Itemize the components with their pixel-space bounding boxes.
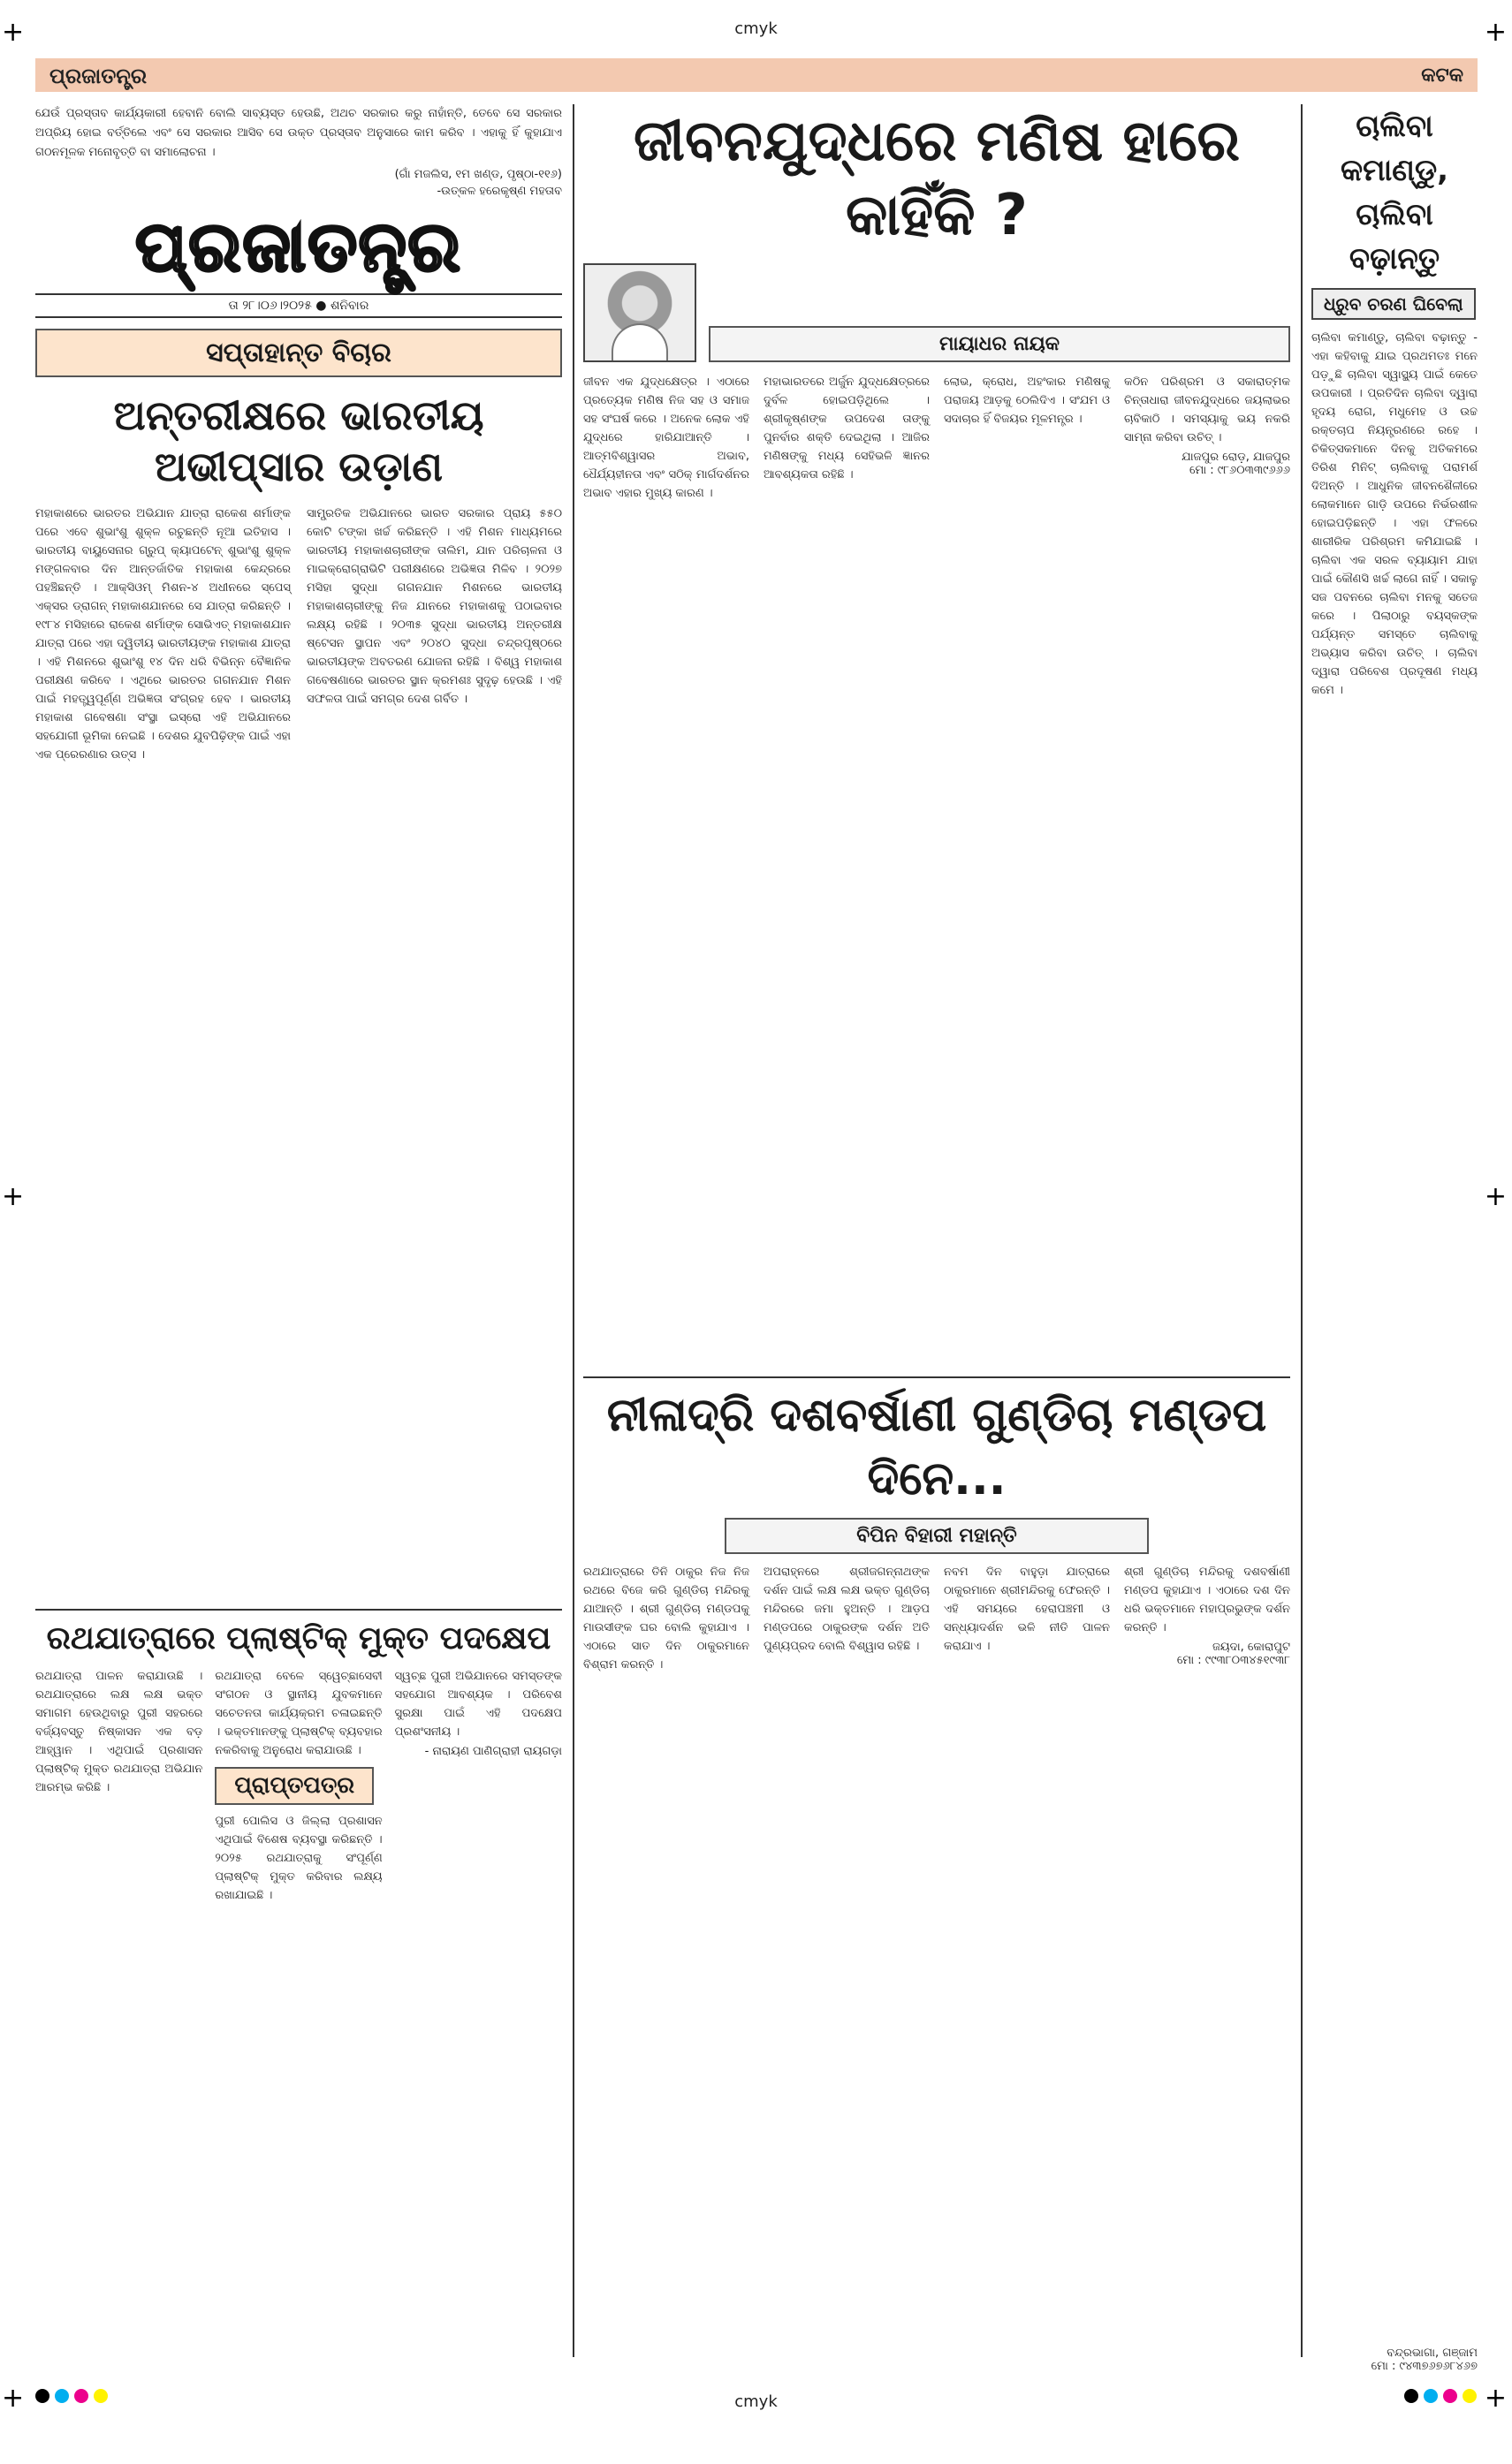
prapta-text: ପୁରୀ ପୋଲିସ ଓ ଜିଲ୍ଲା ପ୍ରଶାସନ ଏଥିପାଇଁ ବିଶେଷ ବ୍ୟବସ୍ଥା କରିଛନ୍ତି । ୨୦୨୫ ରଥଯାତ୍ରାକୁ ସଂପୂର୍ଣ୍ଣ ପ୍ଲାଷ୍ଟିକ୍ ମୁକ୍ତ କରିବାର ଲକ୍ଷ୍ୟ ରଖାଯାଇଛି । [215, 1815, 383, 1902]
center-bottom-col-4: ଶ୍ରୀ ଗୁଣ୍ଡିଚା ମନ୍ଦିରକୁ ଦଶବର୍ଷାଣୀ ମଣ୍ଡପ କୁହାଯାଏ । ଏଠାରେ ଦଶ ଦିନ ଧରି ଭକ୍ତମାନେ ମହାପ୍ରଭୁଙ୍କ ଦର୍ଶନ କରନ୍ତି । [1124, 1566, 1290, 1634]
editorial-column-1: ମହାକାଶରେ ଭାରତର ଅଭିଯାନ ଯାତ୍ରା ରାକେଶ ଶର୍ମାଙ୍କ ପରେ ଏବେ ଶୁଭାଂଶୁ ଶୁକ୍ଳ ରଚୁଛନ୍ତି ନୂଆ ଇତିହାସ । ଭାରତୀୟ ବାୟୁସେନାର ଗ୍ରୁପ୍ କ୍ୟାପଟେନ୍ ଶୁଭାଂଶୁ ଶୁକ୍ଳ ମଙ୍ଗଳବାର ଦିନ ଆନ୍ତର୍ଜାତିକ ମହାକାଶ କେନ୍ଦ୍ରରେ ପହଞ୍ଚିଛନ୍ତି । ଆକ୍ସିଓମ୍ ମିଶନ-୪ ଅଧୀନରେ ସ୍ପେସ୍ ଏକ୍ସର ଡ୍ରାଗନ୍ ମହାକାଶଯାନରେ ସେ ଯାତ୍ରା କରିଛନ୍ତି । ୧୯୮୪ ମସିହାରେ ରାକେଶ ଶର୍ମାଙ୍କ ସୋଭିଏତ୍ ମହାକାଶଯାନ ଯାତ୍ରା ପରେ ଏହା ଦ୍ୱିତୀୟ ଭାରତୀୟଙ୍କ ମହାକାଶ ଯାତ୍ରା । ଏହି ମିଶନରେ ଶୁଭାଂଶୁ ୧୪ ଦିନ ଧରି ବିଭିନ୍ନ ବୈଜ୍ଞାନିକ ପରୀକ୍ଷଣ କରିବେ । ଏଥିରେ ଭାରତର ଗଗନଯାନ ମିଶନ ପାଇଁ ମହତ୍ତ୍ୱପୂର୍ଣ୍ଣ ଅଭିଜ୍ଞତା ସଂଗ୍ରହ ହେବ । ଭାରତୀୟ ମହାକାଶ ଗବେଷଣା ସଂସ୍ଥା ଇସ୍ରୋ ଏହି ଅଭିଯାନରେ ସହଯୋଗୀ ଭୂମିକା ନେଇଛି । ଦେଶର ଯୁବପିଢ଼ିଙ୍କ ପାଇଁ ଏହା ଏକ ପ୍ରେରଣାର ଉତ୍ସ । [35, 507, 291, 762]
color-swatch [1443, 2389, 1457, 2403]
color-bar-right [1404, 2389, 1477, 2403]
color-swatch [55, 2389, 69, 2403]
right-byline: ଧ୍ରୁବ ଚରଣ ଘିବେଲା [1311, 288, 1476, 320]
rath-column-3: ସ୍ୱଚ୍ଛ ପୁରୀ ଅଭିଯାନରେ ସମସ୍ତଙ୍କ ସହଯୋଗ ଆବଶ୍ୟକ । ପରିବେଶ ସୁରକ୍ଷା ପାଇଁ ଏହି ପଦକ୍ଷେପ ପ୍ରଶଂସନୀୟ । [394, 1670, 562, 1739]
center-top-signoff: ଯାଜପୁର ରୋଡ଼, ଯାଜପୁର [1181, 451, 1290, 464]
registration-mark-top-right: + [1484, 17, 1507, 48]
date-line: ତା ୨୮।୦୬।୨୦୨୫ ● ଶନିବାର [35, 293, 562, 318]
center-top-phone: ମୋ : ୯୮୬୦୩୩୯୬୬୬ [1189, 464, 1290, 477]
registration-mark-top-left: + [2, 17, 25, 48]
color-swatch [1463, 2389, 1477, 2403]
prapta-label: ପ୍ରାପ୍ତପତ୍ର [215, 1767, 374, 1805]
rath-body [35, 1667, 562, 1905]
divider-left [573, 104, 574, 2357]
rath-article [35, 1609, 562, 1905]
rath-column-1: ରଥଯାତ୍ରା ପାଳନ କରାଯାଉଛି । ରଥଯାତ୍ରାରେ ଲକ୍ଷ ଲକ୍ଷ ଭକ୍ତ ସମାଗମ ହେଉଥିବାରୁ ପୁରୀ ସହରରେ ବର୍ଜ୍ୟବସ୍ତୁ ନିଷ୍କାସନ ଏକ ବଡ଼ ଆହ୍ୱାନ । ଏଥିପାଇଁ ପ୍ରଶାସନ ପ୍ଲାଷ୍ଟିକ୍ ମୁକ୍ତ ରଥଯାତ୍ରା ଅଭିଯାନ ଆରମ୍ଭ କରିଛି । [35, 1670, 203, 1794]
center-top-col-4: କଠିନ ପରିଶ୍ରମ ଓ ସକାରାତ୍ମକ ଚିନ୍ତାଧାରା ଜୀବନଯୁଦ୍ଧରେ ଜୟଲାଭର ଚାବିକାଠି । ସମସ୍ୟାକୁ ଭୟ ନକରି ସାମ୍ନା କରିବା ଉଚିତ୍ । [1124, 375, 1290, 444]
right-body: ଚାଲିବା କମାଣ୍ଡୁ, ଚାଲିବା ବଢ଼ାନ୍ତୁ - ଏହା କହିବାକୁ ଯାଇ ପ୍ରଥମତଃ ମନେ ପଡ଼ୁଛି ଚାଲିବା ସ୍ୱାସ୍ଥ୍ୟ ପାଇଁ କେତେ ଉପକାରୀ । ପ୍ରତିଦିନ ଚାଲିବା ଦ୍ୱାରା ହୃଦୟ ରୋଗ, ମଧୁମେହ ଓ ଉଚ୍ଚ ରକ୍ତଚାପ ନିୟନ୍ତ୍ରଣରେ ରହେ । ଚିକିତ୍ସକମାନେ ଦିନକୁ ଅତିକମରେ ତିରିଶ ମିନିଟ୍ ଚାଲିବାକୁ ପରାମର୍ଶ ଦିଅନ୍ତି । ଆଧୁନିକ ଜୀବନଶୈଳୀରେ ଲୋକମାନେ ଗାଡ଼ି ଉପରେ ନିର୍ଭରଶୀଳ ହୋଇପଡ଼ିଛନ୍ତି । ଏହା ଫଳରେ ଶାରୀରିକ ପରିଶ୍ରମ କମିଯାଇଛି । ଚାଲିବା ଏକ ସରଳ ବ୍ୟାୟାମ ଯାହା ପାଇଁ କୌଣସି ଖର୍ଚ୍ଚ ଲାଗେ ନାହିଁ । ସକାଳୁ ସଜ ପବନରେ ଚାଲିବା ମନକୁ ସତେଜ କରେ । ପିଲାଠାରୁ ବୟସ୍କଙ୍କ ପର୍ଯ୍ୟନ୍ତ ସମସ୍ତେ ଚାଲିବାକୁ ଅଭ୍ୟାସ କରିବା ଉଚିତ୍ । ଚାଲିବା ଦ୍ୱାରା ପରିବେଶ ପ୍ରଦୂଷଣ ମଧ୍ୟ କମେ । [1311, 331, 1478, 697]
page-header-band [35, 58, 1478, 92]
center-top-byline: ମାୟାଧର ନାୟକ [709, 326, 1290, 362]
header-city: କଟକ [1421, 64, 1463, 87]
header-brand: ପ୍ରଜାତନ୍ତ୍ର [49, 62, 148, 88]
editorial-headline: ଅନ୍ତରୀକ୍ଷରେ ଭାରତୀୟ ଅଭୀପ୍ସାର ଉଡ଼ାଣ [113, 391, 484, 490]
center-bottom-col-3: ନବମ ଦିନ ବାହୁଡ଼ା ଯାତ୍ରାରେ ଠାକୁରମାନେ ଶ୍ରୀମନ୍ଦିରକୁ ଫେରନ୍ତି । ଏହି ସମୟରେ ହେରାପଞ୍ଚମୀ ଓ ସନ୍ଧ୍ୟାଦର୍ଶନ ଭଳି ନୀତି ପାଳନ କରାଯାଏ । [944, 1566, 1110, 1653]
masthead-logo: ପ୍ରଜାତନ୍ତ୍ର [135, 207, 462, 287]
center-bottom-signoff: ଜୟଦା, କୋରାପୁଟ [1212, 1641, 1290, 1654]
center-bottom-article [583, 1376, 1290, 2464]
right-signoff: ବନ୍ଦ୍ରଭାଗା, ଗଞ୍ଜାମ [1387, 2346, 1478, 2360]
editorial-column-2: ସାମ୍ପ୍ରତିକ ଅଭିଯାନରେ ଭାରତ ସରକାର ପ୍ରାୟ ୫୫୦ କୋଟି ଟଙ୍କା ଖର୍ଚ୍ଚ କରିଛନ୍ତି । ଏହି ମିଶନ ମାଧ୍ୟମରେ ଭାରତୀୟ ମହାକାଶଚାରୀଙ୍କ ତାଲିମ, ଯାନ ପରିଚାଳନା ଓ ମାଇକ୍ରୋଗ୍ରାଭିଟି ପରୀକ୍ଷଣରେ ଅଭିଜ୍ଞତା ମିଳିବ । ୨୦୨୭ ମସିହା ସୁଦ୍ଧା ଗଗନଯାନ ମିଶନରେ ଭାରତୀୟ ମହାକାଶଚାରୀଙ୍କୁ ନିଜ ଯାନରେ ମହାକାଶକୁ ପଠାଇବାର ଲକ୍ଷ୍ୟ ରହିଛି । ୨୦୩୫ ସୁଦ୍ଧା ଭାରତୀୟ ଅନ୍ତରୀକ୍ଷ ଷ୍ଟେସନ ସ୍ଥାପନ ଏବଂ ୨୦୪୦ ସୁଦ୍ଧା ଚନ୍ଦ୍ରପୃଷ୍ଠରେ ଭାରତୀୟଙ୍କ ଅବତରଣ ଯୋଜନା ରହିଛି । ବିଶ୍ୱ ମହାକାଶ ଗବେଷଣାରେ ଭାରତର ସ୍ଥାନ କ୍ରମଶଃ ସୁଦୃଢ଼ ହେଉଛି । ଏହି ସଫଳତା ପାଇଁ ସମଗ୍ର ଦେଶ ଗର୍ବିତ । [307, 507, 562, 706]
right-phone: ମୋ : ୯୪୩୭୬୭୬୮୪୬୭ [1371, 2360, 1478, 2373]
color-swatch [35, 2389, 49, 2403]
registration-mark-right-mid: + [1484, 1181, 1507, 1212]
center-top-col-2: ମହାଭାରତରେ ଅର୍ଜୁନ ଯୁଦ୍ଧକ୍ଷେତ୍ରରେ ଦୁର୍ବଳ ହୋଇପଡ଼ିଥିଲେ । ଶ୍ରୀକୃଷ୍ଣଙ୍କ ଉପଦେଶ ତାଙ୍କୁ ପୁନର୍ବାର ଶକ୍ତି ଦେଇଥିଲା । ଆଜିର ମଣିଷଙ୍କୁ ମଧ୍ୟ ସେହିଭଳି ଜ୍ଞାନର ଆବଶ୍ୟକତା ରହିଛି । [764, 375, 930, 481]
registration-mark-bottom-right: + [1484, 2383, 1507, 2414]
divider-right [1301, 104, 1303, 2357]
center-bottom-phone: ମୋ : ୯୯୩୮୦୩୪୫୧୯୩୮ [1176, 1654, 1290, 1667]
quote-text: ଯେଉଁ ପ୍ରସ୍ତାବ କାର୍ଯ୍ୟକାରୀ ହେବାନି ବୋଲି ସାବ୍ୟସ୍ତ ହେଉଛି, ଅଥଚ ସରକାର କରୁ ନାହାଁନ୍ତି, ତେବେ ସେ ସରକାର ଅପ୍ରିୟ ହୋଇ ବର୍ତ୍ତିଲେ ଏବଂ ସେ ସରକାର ଆସିବ ସେ ଉକ୍ତ ପ୍ରସ୍ତାବ ଅନୁସାରେ କାମ କରିବ । ଏହାକୁ ହିଁ କୁହାଯାଏ ଗଠନମୂଳକ ମନୋବୃତ୍ତି ବା ସମାଲୋଚନା । [35, 107, 562, 159]
color-swatch [74, 2389, 88, 2403]
rath-headline: ରଥଯାତ୍ରାରେ ପ୍ଲାଷ୍ଟିକ୍ ମୁକ୍ତ ପଦକ୍ଷେପ [46, 1620, 551, 1657]
cmyk-label-top: cmyk [734, 19, 778, 38]
left-column [35, 104, 562, 2357]
center-column [583, 104, 1290, 2357]
center-top-body [583, 373, 1290, 1371]
color-bar-left [35, 2389, 108, 2403]
color-swatch [94, 2389, 108, 2403]
right-column [1311, 104, 1478, 2373]
color-swatch [1404, 2389, 1418, 2403]
right-headline: ଚାଲିବା କମାଣ୍ଡୁ, ଚାଲିବା ବଢ଼ାନ୍ତୁ [1340, 109, 1449, 277]
center-bottom-headline: ନୀଳାଦ୍ରି ଦଶବର୍ଷାଣୀ ଗୁଣ୍ଡିଚା ମଣ୍ଡପ ଦିନେ... [606, 1389, 1267, 1505]
center-bottom-body [583, 1563, 1290, 2464]
cmyk-label-bottom: cmyk [734, 2392, 778, 2411]
center-top-col-1: ଜୀବନ ଏକ ଯୁଦ୍ଧକ୍ଷେତ୍ର । ଏଠାରେ ପ୍ରତ୍ୟେକ ମଣିଷ ନିଜ ସହ ଓ ସମାଜ ସହ ସଂଘର୍ଷ କରେ । ଅନେକ ଲୋକ ଏହି ଯୁଦ୍ଧରେ ହାରିଯାଆନ୍ତି । ଆତ୍ମବିଶ୍ୱାସର ଅଭାବ, ଧୈର୍ଯ୍ୟହୀନତା ଏବଂ ସଠିକ୍ ମାର୍ଗଦର୍ଶନର ଅଭାବ ଏହାର ମୁଖ୍ୟ କାରଣ । [583, 375, 749, 500]
prapta-author: - ନାରାୟଣ ପାଣିଗ୍ରାହୀ ରାୟଗଡ଼ା [424, 1745, 562, 1758]
quote-author: -ଉତ୍କଳ ହରେକୃଷ୍ଣ ମହତାବ [437, 185, 562, 198]
center-bottom-byline: ବିପିନ ବିହାରୀ ମହାନ୍ତି [725, 1518, 1149, 1554]
center-top-col-3: ଲୋଭ, କ୍ରୋଧ, ଅହଂକାର ମଣିଷକୁ ପରାଜୟ ଆଡ଼କୁ ଠେଲିଦିଏ । ସଂଯମ ଓ ସଦାଚାର ହିଁ ବିଜୟର ମୂଳମନ୍ତ୍ର । [944, 375, 1110, 426]
quote-reference: (ଗାଁ ମଜଲିସ, ୧ମ ଖଣ୍ଡ, ପୃଷ୍ଠା-୧୧୬) [394, 168, 562, 181]
color-swatch [1424, 2389, 1438, 2403]
editorial-body [35, 504, 562, 1600]
center-bottom-col-2: ଅପରାହ୍ନରେ ଶ୍ରୀଜଗନ୍ନାଥଙ୍କ ଦର୍ଶନ ପାଇଁ ଲକ୍ଷ ଲକ୍ଷ ଭକ୍ତ ଗୁଣ୍ଡିଚା ମନ୍ଦିରରେ ଜମା ହୁଅନ୍ତି । ଆଡ଼ପ ମଣ୍ଡପରେ ଠାକୁରଙ୍କ ଦର୍ଶନ ଅତି ପୁଣ୍ୟପ୍ରଦ ବୋଲି ବିଶ୍ୱାସ ରହିଛି । [764, 1566, 930, 1653]
center-bottom-col-1: ରଥଯାତ୍ରାରେ ତିନି ଠାକୁର ନିଜ ନିଜ ରଥରେ ବିଜେ କରି ଗୁଣ୍ଡିଚା ମନ୍ଦିରକୁ ଯାଆନ୍ତି । ଶ୍ରୀ ଗୁଣ୍ଡିଚା ମଣ୍ଡପକୁ ମାଉସୀଙ୍କ ଘର ବୋଲି କୁହାଯାଏ । ଏଠାରେ ସାତ ଦିନ ଠାକୁରମାନେ ବିଶ୍ରାମ କରନ୍ତି । [583, 1566, 749, 1672]
registration-mark-bottom-left: + [2, 2383, 25, 2414]
registration-mark-left-mid: + [2, 1181, 25, 1212]
section-title: ସପ୍ତାହାନ୍ତ ବିଚାର [35, 329, 562, 377]
author-photo [583, 263, 696, 362]
rath-column-2: ରଥଯାତ୍ରା ବେଳେ ସ୍ୱେଚ୍ଛାସେବୀ ସଂଗଠନ ଓ ସ୍ଥାନୀୟ ଯୁବକମାନେ ସଚେତନତା କାର୍ଯ୍ୟକ୍ରମ ଚଳାଇଛନ୍ତି । ଭକ୍ତମାନଙ୍କୁ ପ୍ଲାଷ୍ଟିକ୍ ବ୍ୟବହାର ନକରିବାକୁ ଅନୁରୋଧ କରାଯାଉଛି । [215, 1670, 383, 1757]
center-top-headline: ଜୀବନଯୁଦ୍ଧରେ ମଣିଷ ହାରେ କାହିଁକି ? [633, 109, 1241, 248]
